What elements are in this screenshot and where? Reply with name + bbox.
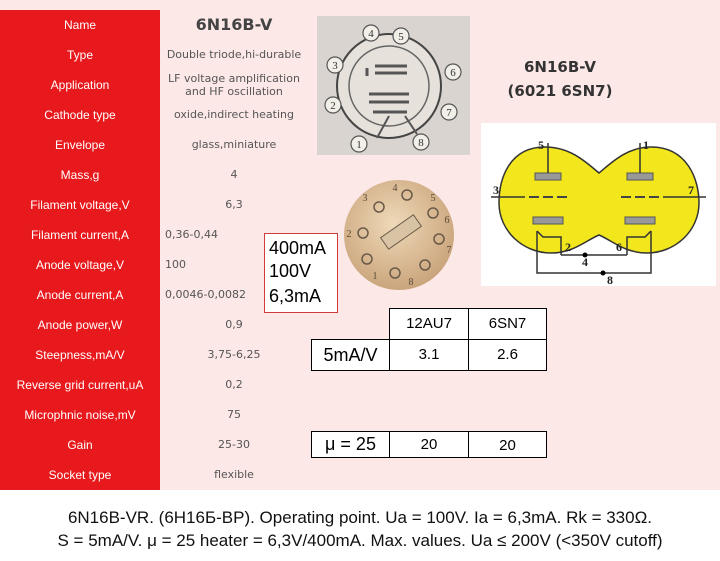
tube-title: 6N16B-V [523,58,597,76]
spec-label-mass: Mass,g [60,168,100,182]
spec-label-anode-voltage: Anode voltage,V [35,258,125,272]
heater-values-box [264,233,338,313]
socket-pin-label: 7 [446,245,452,256]
spec-label-socket-type: Socket type [48,468,112,482]
spec-value-anode-power: 0,9 [225,318,243,331]
column-header: 6SN7 [468,308,547,340]
header-pin-label: 1 [356,139,362,151]
spec-value-gain: 25-30 [218,438,250,451]
heater-current: 400mA [269,238,327,258]
tube-equivalents: (6021 6SN7) [507,82,613,100]
caption-line-1: 6N16B-VR. (6Н16Б-ВР). Operating point. Ua = 100V. Ia = 6,3mA. Rk = 330Ω. [67,508,653,527]
spec-label-name: Name [63,18,96,32]
socket-photo [337,177,461,293]
socket-pin-label: 2 [346,229,352,240]
spec-label-application: Application [50,78,110,92]
tube-schematic [481,123,716,286]
header-pin-label: 2 [330,100,336,112]
row-label: μ = 25 [311,431,390,458]
heater-anode-voltage: 100V [269,261,312,281]
spec-label-column [0,10,160,490]
spec-value-envelope: glass,miniature [191,138,277,151]
socket-pin-label: 4 [392,183,398,194]
socket-pin-label: 3 [362,193,368,204]
socket-pin-label: 8 [408,277,414,288]
schematic-pin-label: 1 [643,138,649,152]
spec-value-mass: 4 [230,168,238,181]
table-cell: 2.6 [468,339,547,371]
spec-label-type: Type [66,48,93,62]
spec-value-application-line1: LF voltage amplification [168,72,300,85]
spec-value-reverse-grid-current: 0,2 [225,378,243,391]
spec-value-socket-type: flexible [214,468,254,481]
header-pin-label: 8 [418,137,424,149]
spec-value-filament-voltage: 6,3 [225,198,243,211]
table-cell: 20 [389,431,469,458]
schematic-pin-label: 6 [616,240,622,254]
spec-label-anode-power: Anode power,W [37,318,123,332]
header-pin-label: 4 [368,28,374,40]
schematic-pin-label: 2 [565,240,571,254]
spec-label-filament-voltage: Filament voltage,V [30,198,130,212]
spec-label-cathode-type: Cathode type [44,108,116,122]
spec-value-steepness: 3,75-6,25 [207,348,261,361]
socket-pin-label: 6 [444,215,450,226]
spec-value-cathode-type: oxide,indirect heating [174,108,294,121]
heater-anode-current: 6,3mA [269,286,322,306]
spec-value-anode-voltage: 100 [165,258,186,271]
spec-label-anode-current: Anode current,A [36,288,124,302]
spec-value-anode-current: 0,0046-0,0082 [165,288,246,301]
row-label: 5mA/V [311,339,390,371]
socket-pin-label: 5 [430,193,436,204]
spec-label-filament-current: Filament current,A [30,228,130,242]
caption-line-2: S = 5mA/V. μ = 25 heater = 6,3V/400mA. Max. values. Ua ≤ 200V (<350V cutoff) [57,531,663,550]
spec-label-gain: Gain [67,438,93,452]
tube-pinout-photo [317,16,470,155]
schematic-pin-label: 5 [538,138,544,152]
spec-label-steepness: Steepness,mA/V [35,348,125,362]
schematic-pin-label: 3 [493,183,499,197]
table-cell: 20 [468,431,547,458]
spec-value-microphonic-noise: 75 [227,408,241,421]
schematic-pin-label: 4 [582,255,588,269]
table-cell: 3.1 [389,339,469,371]
envelope-outline [499,147,699,253]
spec-label-microphonic-noise: Microphnic noise,mV [24,408,136,422]
header-pin-label: 7 [446,107,452,119]
spec-value-filament-current: 0,36-0,44 [165,228,218,241]
schematic-pin-label: 7 [688,183,694,197]
socket-pin-label: 1 [372,271,378,282]
header-pin-label: 3 [332,60,338,72]
spec-value-name: 6N16B-V [195,15,273,34]
column-header: 12AU7 [389,308,469,340]
header-pin-label: 6 [450,67,456,79]
spec-value-type: Double triode,hi-durable [166,48,302,61]
schematic-pin-label: 8 [607,273,613,286]
spec-label-envelope: Envelope [54,138,106,152]
spec-label-reverse-grid-current: Reverse grid current,uA [16,378,144,392]
header-pin-label: 5 [398,31,404,43]
spec-value-application-line2: and HF oscillation [185,85,283,98]
